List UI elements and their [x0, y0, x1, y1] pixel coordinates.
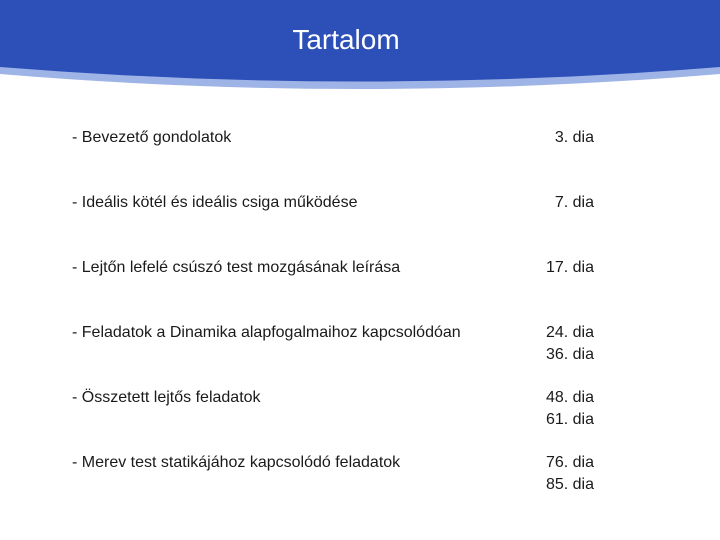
- toc-item-label: - Bevezető gondolatok: [72, 129, 232, 146]
- toc-row: [72, 189, 602, 254]
- toc-item-label: - Feladatok a Dinamika alapfogalmaihoz kapcsolódóan: [72, 324, 461, 341]
- toc-page-ref: 76. dia: [545, 454, 594, 471]
- toc-item-pages: [546, 452, 594, 496]
- table-of-contents: [72, 124, 602, 514]
- toc-item-label: - Ideális kötél és ideális csiga működése: [72, 194, 358, 211]
- title-banner: [0, 0, 720, 100]
- toc-item-pages: [555, 127, 594, 149]
- toc-row: [72, 449, 602, 514]
- toc-row: [72, 384, 602, 449]
- toc-row: [72, 124, 602, 189]
- toc-item-label: - Merev test statikájához kapcsolódó feladatok: [72, 454, 401, 471]
- toc-item-pages: [555, 192, 594, 214]
- toc-page-ref: 85. dia: [545, 476, 594, 493]
- toc-item-label: - Összetett lejtős feladatok: [72, 389, 261, 406]
- page-title-text: Tartalom: [292, 24, 400, 55]
- toc-page-ref: 24. dia: [545, 324, 594, 341]
- toc-page-ref: 7. dia: [554, 194, 594, 211]
- toc-item-pages: [546, 257, 594, 279]
- toc-row: [72, 319, 602, 384]
- toc-page-ref: 61. dia: [545, 411, 594, 428]
- page-title: [0, 24, 720, 56]
- toc-page-ref: 48. dia: [545, 389, 594, 406]
- toc-page-ref: 36. dia: [545, 346, 594, 363]
- toc-item-pages: [546, 322, 594, 366]
- toc-row: [72, 254, 602, 319]
- toc-item-label: - Lejtőn lefelé csúszó test mozgásának leírása: [72, 259, 401, 276]
- toc-page-ref: 17. dia: [545, 259, 594, 276]
- toc-page-ref: 3. dia: [554, 129, 594, 146]
- toc-item-pages: [546, 387, 594, 431]
